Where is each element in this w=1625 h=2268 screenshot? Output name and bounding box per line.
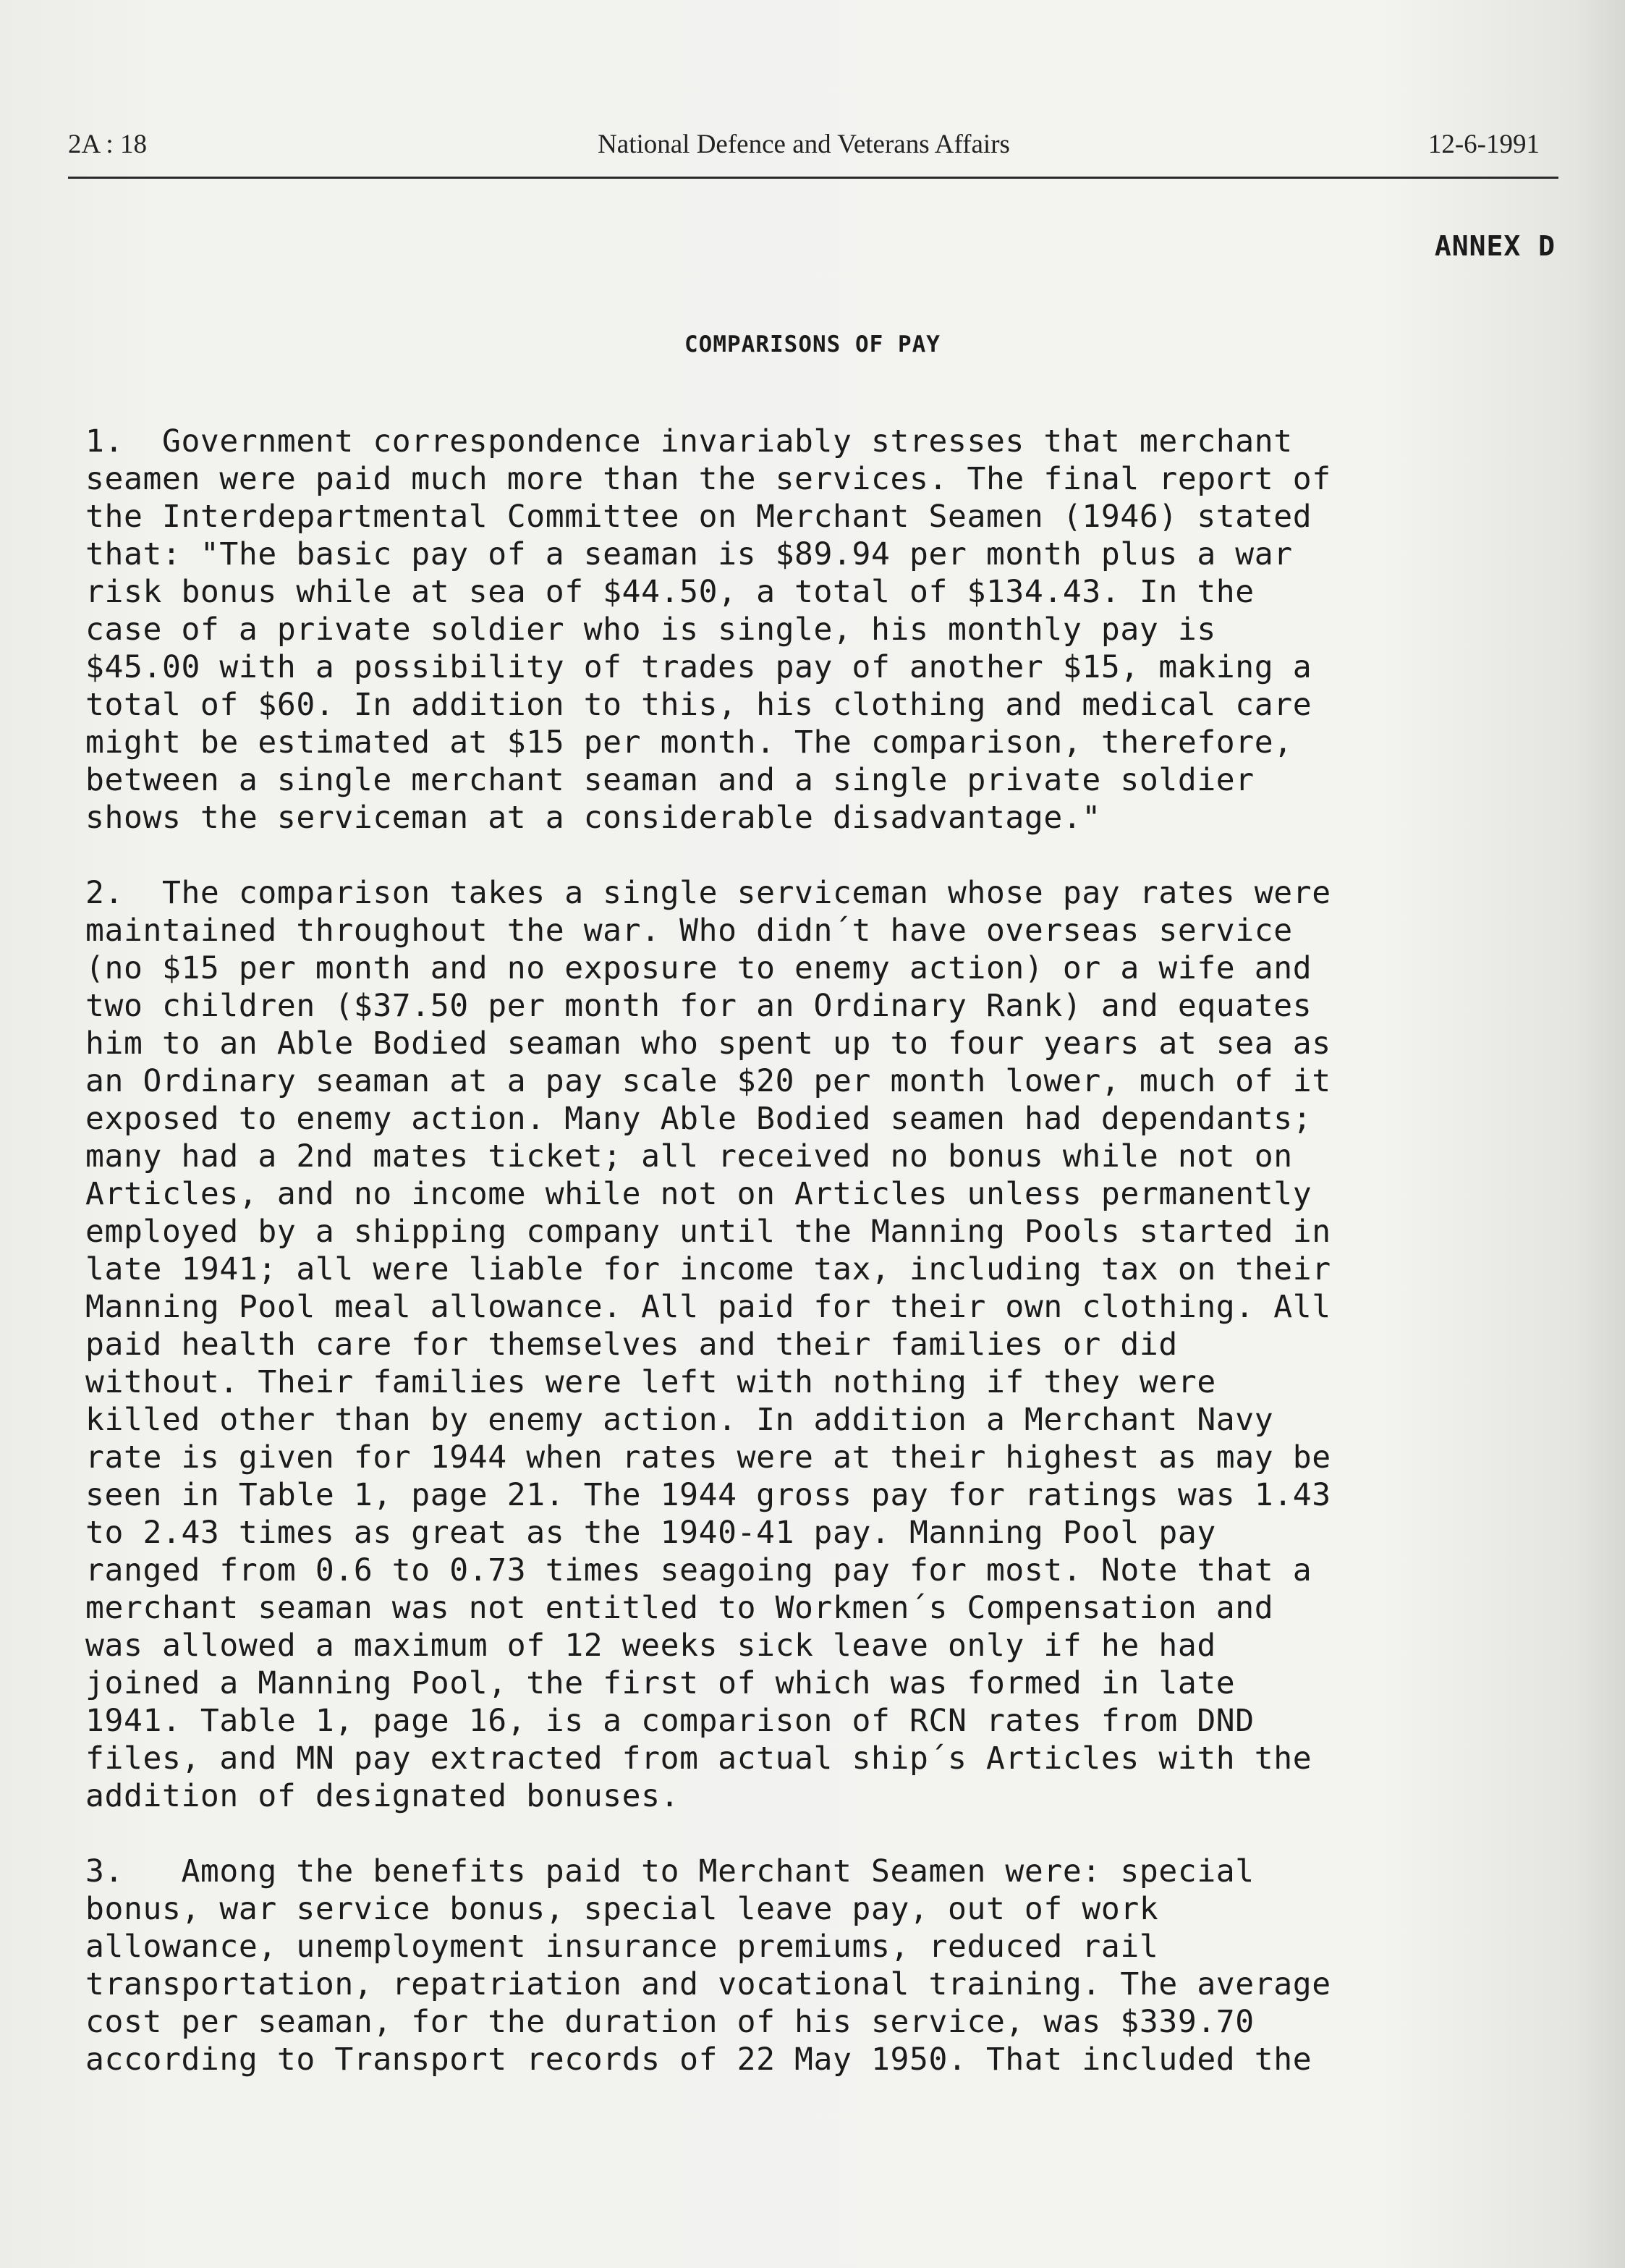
header-rule	[68, 177, 1558, 179]
text-line: total of $60. In addition to this, his clothing and medical care	[85, 687, 1312, 723]
text-line: 1. Government correspondence invariably stresses that merchant	[85, 423, 1293, 460]
text-line: joined a Manning Pool, the first of which was formed in late	[85, 1665, 1236, 1701]
text-line: might be estimated at $15 per month. The comparison, therefore,	[85, 724, 1293, 761]
text-line: seen in Table 1, page 21. The 1944 gross pay for ratings was 1.43	[85, 1477, 1331, 1513]
text-line: transportation, repatriation and vocational training. The average	[85, 1966, 1331, 2002]
text-line: paid health care for themselves and their families or did	[85, 1326, 1178, 1363]
text-line: (no $15 per month and no exposure to enemy action) or a wife and	[85, 950, 1312, 986]
text-line: 3. Among the benefits paid to Merchant Seamen were: special	[85, 1853, 1255, 1890]
text-line: killed other than by enemy action. In addition a Merchant Navy	[85, 1402, 1274, 1438]
text-line: the Interdepartmental Committee on Merchant Seamen (1946) stated	[85, 499, 1312, 535]
text-line: according to Transport records of 22 May 1950. That included the	[85, 2041, 1312, 2078]
page-reference: 2A : 18	[68, 130, 147, 159]
text-line: ranged from 0.6 to 0.73 times seagoing pay for most. Note that a	[85, 1552, 1312, 1588]
text-line: bonus, war service bonus, special leave pay, out of work	[85, 1891, 1159, 1927]
text-line: him to an Able Bodied seaman who spent up to four years at sea as	[85, 1025, 1331, 1062]
text-line: many had a 2nd mates ticket; all received no bonus while not on	[85, 1138, 1293, 1175]
paragraph-2	[85, 874, 1554, 1815]
running-header	[68, 129, 1540, 169]
text-line: that: "The basic pay of a seaman is $89.94 per month plus a war	[85, 536, 1293, 572]
text-line: two children ($37.50 per month for an Ordinary Rank) and equates	[85, 988, 1312, 1024]
text-line: 1941. Table 1, page 16, is a comparison of RCN rates from DND	[85, 1703, 1255, 1739]
text-line: 2. The comparison takes a single serviceman whose pay rates were	[85, 875, 1331, 911]
text-line: Manning Pool meal allowance. All paid for their own clothing. All	[85, 1289, 1331, 1325]
text-line: Articles, and no income while not on Articles unless permanently	[85, 1176, 1312, 1212]
text-line: between a single merchant seaman and a single private soldier	[85, 762, 1255, 798]
text-line: late 1941; all were liable for income tax, including tax on their	[85, 1251, 1331, 1287]
text-line: an Ordinary seaman at a pay scale $20 per month lower, much of it	[85, 1063, 1331, 1099]
text-line: exposed to enemy action. Many Able Bodied seamen had dependants;	[85, 1101, 1312, 1137]
text-line: was allowed a maximum of 12 weeks sick leave only if he had	[85, 1628, 1216, 1664]
paragraph-1	[85, 423, 1554, 837]
section-heading: COMPARISONS OF PAY	[684, 331, 941, 357]
paragraph-3	[85, 1853, 1554, 2078]
annex-label: ANNEX D	[1434, 230, 1556, 262]
body-text	[85, 423, 1554, 2116]
text-line: files, and MN pay extracted from actual ship´s Articles with the	[85, 1740, 1312, 1777]
text-line: risk bonus while at sea of $44.50, a total of $134.43. In the	[85, 574, 1255, 610]
text-line: allowance, unemployment insurance premiums, reduced rail	[85, 1929, 1159, 1965]
text-line: seamen were paid much more than the services. The final report of	[85, 461, 1331, 497]
text-line: addition of designated bonuses.	[85, 1778, 680, 1814]
text-line: shows the serviceman at a considerable disadvantage."	[85, 800, 1101, 836]
text-line: merchant seaman was not entitled to Workmen´s Compensation and	[85, 1590, 1274, 1626]
text-line: $45.00 with a possibility of trades pay of another $15, making a	[85, 649, 1312, 685]
text-line: to 2.43 times as great as the 1940-41 pay. Manning Pool pay	[85, 1515, 1216, 1551]
text-line: maintained throughout the war. Who didn´t have overseas service	[85, 913, 1293, 949]
text-line: employed by a shipping company until the Manning Pools started in	[85, 1214, 1331, 1250]
text-line: without. Their families were left with nothing if they were	[85, 1364, 1216, 1400]
publication-title: National Defence and Veterans Affairs	[598, 130, 1010, 159]
text-line: rate is given for 1944 when rates were at their highest as may be	[85, 1439, 1331, 1476]
text-line: cost per seaman, for the duration of his service, was $339.70	[85, 2004, 1255, 2040]
header-date: 12-6-1991	[1427, 130, 1540, 159]
text-line: case of a private soldier who is single, his monthly pay is	[85, 612, 1216, 648]
